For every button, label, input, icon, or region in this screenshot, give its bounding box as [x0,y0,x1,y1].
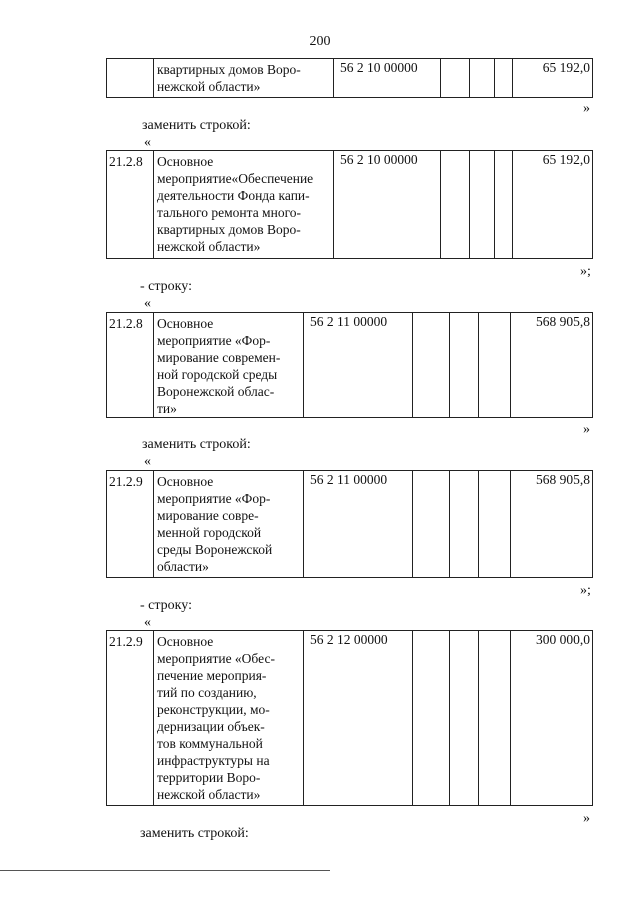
amount-value: 300 000,0 [511,631,593,806]
empty-cell [413,631,450,806]
description-line: Основное [157,634,214,649]
amount-value: 568 905,8 [511,313,593,418]
close-quote: »; [580,264,591,279]
description-line: Основное [157,316,214,331]
description-line: мирование современ- [157,350,281,365]
row-number [107,59,154,98]
description-line: мероприятие«Обеспечение [157,171,314,186]
description-line: нежской области» [157,79,261,94]
budget-table-1 [106,58,593,98]
budget-code: 56 2 11 00000 [304,313,413,418]
description-line: нежской области» [157,239,261,254]
description-line: инфраструктуры на [157,753,270,768]
empty-cell [450,471,479,578]
description-line: области» [157,559,209,574]
description-line: квартирных домов Воро- [157,62,301,77]
description-line: Воронежской облас- [157,384,275,399]
description-line: Основное [157,154,214,169]
amount-value: 568 905,8 [511,471,593,578]
empty-cell [479,313,511,418]
row-number: 21.2.8 [107,313,154,418]
row-description [154,631,304,806]
empty-cell [470,59,495,98]
description-line: менной городской [157,525,262,540]
budget-table-5 [106,630,593,806]
close-quote: » [583,422,590,437]
empty-cell [450,313,479,418]
empty-cell [441,59,470,98]
description-line: ной городской среды [157,367,278,382]
empty-cell [495,59,513,98]
empty-cell [479,631,511,806]
description-line: мероприятие «Фор- [157,333,271,348]
budget-code: 56 2 12 00000 [304,631,413,806]
description-line: территории Воро- [157,770,261,785]
empty-cell [413,313,450,418]
replace-instruction: заменить строкой: [140,826,249,841]
row-description [154,151,334,259]
close-quote: » [583,101,590,116]
description-line: тий по созданию, [157,685,257,700]
description-line: квартирных домов Воро- [157,222,301,237]
description-line: Основное [157,474,214,489]
empty-cell [479,471,511,578]
row-number: 21.2.8 [107,151,154,259]
description-line: тов коммунальной [157,736,263,751]
description-line: нежской области» [157,787,261,802]
row-description [154,59,334,98]
open-quote: « [144,454,151,469]
close-quote: »; [580,583,591,598]
budget-code: 56 2 10 00000 [334,59,441,98]
row-number: 21.2.9 [107,471,154,578]
empty-cell [413,471,450,578]
close-quote: » [583,811,590,826]
description-line: мероприятие «Обес- [157,651,275,666]
description-line: печение мероприя- [157,668,267,683]
open-quote: « [144,296,151,311]
description-line: дернизации объек- [157,719,265,734]
amount-value: 65 192,0 [513,151,593,259]
line-instruction: - строку: [140,279,192,294]
replace-instruction: заменить строкой: [142,437,251,452]
amount-value: 65 192,0 [513,59,593,98]
budget-code: 56 2 10 00000 [334,151,441,259]
page-number: 200 [309,34,331,49]
description-line: мирование совре- [157,508,259,523]
empty-cell [495,151,513,259]
open-quote: « [144,135,151,150]
row-description [154,471,304,578]
empty-cell [450,631,479,806]
description-line: деятельности Фонда капи- [157,188,310,203]
open-quote: « [144,615,151,630]
replace-instruction: заменить строкой: [142,118,251,133]
scan-edge-line [0,870,330,871]
description-line: реконструкции, мо- [157,702,270,717]
description-line: ти» [157,401,177,416]
empty-cell [441,151,470,259]
budget-table-4 [106,470,593,578]
description-line: тального ремонта много- [157,205,302,220]
row-number: 21.2.9 [107,631,154,806]
row-description [154,313,304,418]
line-instruction: - строку: [140,598,192,613]
description-line: мероприятие «Фор- [157,491,271,506]
empty-cell [470,151,495,259]
budget-table-3 [106,312,593,418]
description-line: среды Воронежской [157,542,273,557]
budget-table-2 [106,150,593,259]
budget-code: 56 2 11 00000 [304,471,413,578]
